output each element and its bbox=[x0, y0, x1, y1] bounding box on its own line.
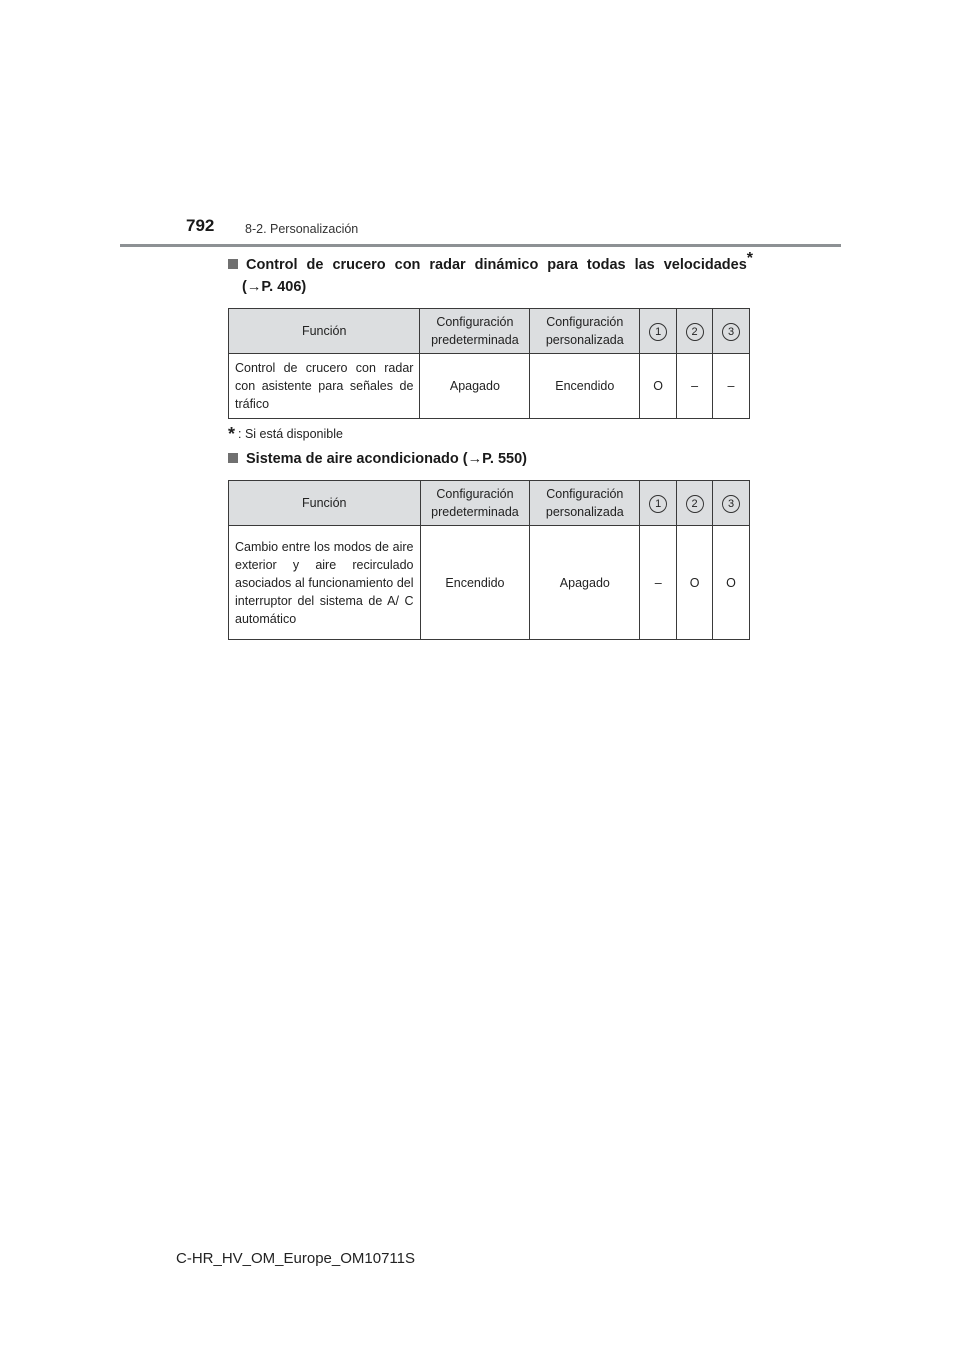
section1-heading bbox=[228, 250, 753, 298]
circled-3-icon: 3 bbox=[722, 495, 740, 513]
section2-heading bbox=[228, 448, 753, 470]
circled-1-icon: 1 bbox=[649, 323, 667, 341]
cell-method-1: O bbox=[640, 354, 677, 419]
settings-table-2 bbox=[228, 480, 750, 640]
cell-function: Control de crucero con radar con asistente para señales de tráfico bbox=[229, 354, 420, 419]
cell-custom: Apagado bbox=[530, 526, 640, 640]
settings-table-1 bbox=[228, 308, 750, 419]
cell-method-3: – bbox=[713, 354, 750, 419]
cell-custom: Encendido bbox=[530, 354, 640, 419]
page-number: 792 bbox=[186, 216, 215, 235]
table-header-row bbox=[229, 481, 750, 526]
circled-3-icon: 3 bbox=[722, 323, 740, 341]
section1-title: Control de crucero con radar dinámico para todas las velocidades bbox=[246, 257, 747, 273]
header-method-2 bbox=[677, 309, 713, 354]
header-method-2 bbox=[677, 481, 713, 526]
section1-page-ref: (→P. 406) bbox=[242, 279, 307, 295]
table-header-row bbox=[229, 309, 750, 354]
section-title: 8-2. Personalización bbox=[245, 222, 359, 236]
header-default-setting: Configuración predeterminada bbox=[420, 309, 530, 354]
header-function: Función bbox=[229, 309, 420, 354]
circled-1-icon: 1 bbox=[649, 495, 667, 513]
header-default-setting: Configuración predeterminada bbox=[420, 481, 530, 526]
square-bullet-icon bbox=[228, 453, 238, 463]
footnote-text: : Si está disponible bbox=[238, 427, 343, 441]
header-custom-setting: Configuración personalizada bbox=[530, 309, 640, 354]
header-method-3 bbox=[713, 481, 750, 526]
circled-2-icon: 2 bbox=[686, 495, 704, 513]
header-custom-setting: Configuración personalizada bbox=[530, 481, 640, 526]
square-bullet-icon bbox=[228, 259, 238, 269]
cell-default: Apagado bbox=[420, 354, 530, 419]
footnote bbox=[228, 424, 343, 445]
section2-title: Sistema de aire acondicionado (→P. 550) bbox=[246, 451, 527, 467]
cell-method-3: O bbox=[713, 526, 750, 640]
cell-default: Encendido bbox=[420, 526, 530, 640]
table-row bbox=[229, 526, 750, 640]
header-function: Función bbox=[229, 481, 421, 526]
footnote-asterisk: * bbox=[228, 424, 236, 444]
table-row bbox=[229, 354, 750, 419]
circled-2-icon: 2 bbox=[686, 323, 704, 341]
document-id: C-HR_HV_OM_Europe_OM10711S bbox=[176, 1250, 415, 1267]
cell-method-1: – bbox=[640, 526, 677, 640]
header-method-1 bbox=[640, 481, 677, 526]
cell-function: Cambio entre los modos de aire exterior y aire recirculado asociados al funcionamiento del interruptor del sistema de A/ C automático bbox=[229, 526, 421, 640]
header-method-1 bbox=[640, 309, 677, 354]
cell-method-2: O bbox=[677, 526, 713, 640]
asterisk-mark: * bbox=[746, 250, 753, 267]
header-method-3 bbox=[713, 309, 750, 354]
cell-method-2: – bbox=[677, 354, 713, 419]
header-divider bbox=[120, 244, 841, 247]
